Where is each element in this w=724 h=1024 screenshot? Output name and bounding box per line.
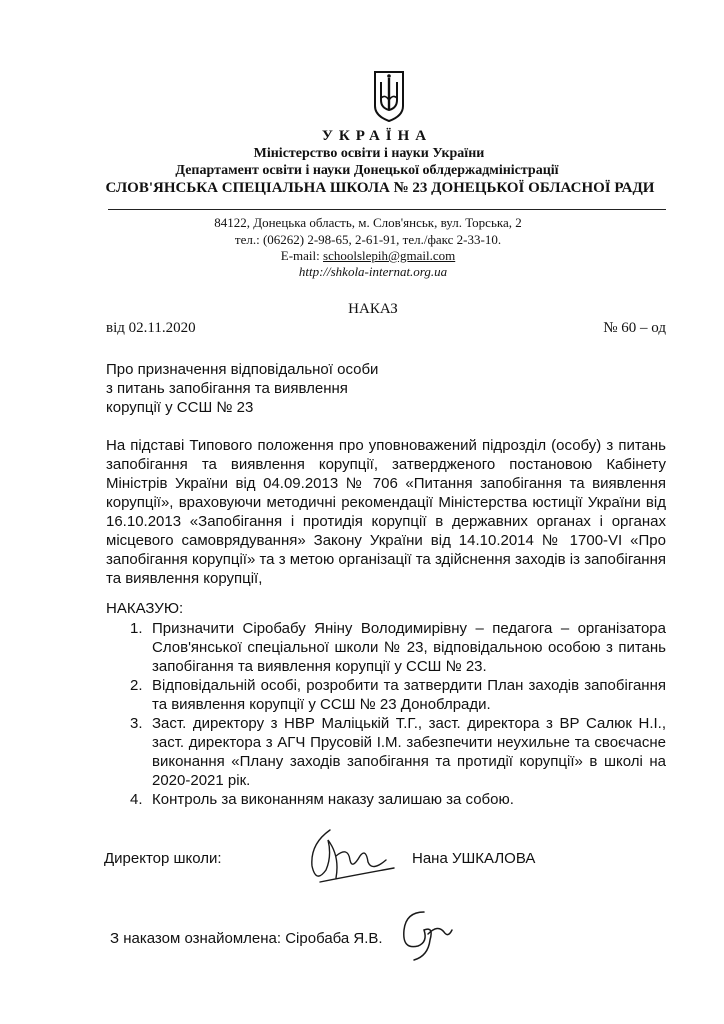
item-number: 4. bbox=[130, 791, 143, 808]
preamble-paragraph: На підставі Типового положення про уповноважений підрозділ (особу) з питань запобігання та виявлення корупції, затвердженого постановою Кабінету Міністрів України від 04.09.2013 № 706 «Питання запобігання та виявлення корупції», враховуючи методичні рекомендації Міністерства юстиції України від 16.10.2013 «Запобігання і протидія корупції в державних органах і органах місцевого самоврядування» Закону України від 14.10.2014 № 1700-VI «Про запобігання корупції» та з метою організації та здійснення заходів із запобігання та виявлення корупції, bbox=[106, 437, 666, 587]
department-name: Департамент освіти і науки Донецької облдержадміністрації bbox=[175, 163, 559, 178]
email-label: E-mail: bbox=[280, 248, 324, 263]
subject-line: Про призначення відповідальної особи bbox=[106, 361, 379, 378]
subject-line: корупції у ССШ № 23 bbox=[106, 399, 254, 416]
phone-numbers: тел.: (06262) 2-98-65, 2-61-91, тел./факс 2-33-10. bbox=[234, 232, 502, 247]
header-divider bbox=[108, 209, 666, 210]
order-directive-word: НАКАЗУЮ: bbox=[106, 600, 184, 617]
email-link[interactable]: schoolslepih@gmail.com bbox=[323, 248, 456, 263]
order-date: від 02.11.2020 bbox=[106, 320, 196, 336]
order-item bbox=[106, 790, 666, 809]
item-text: Контроль за виконанням наказу залишаю за собою. bbox=[152, 791, 514, 808]
trident-emblem-icon bbox=[372, 70, 406, 122]
item-text: Заст. директору з НВР Маліцькій Т.Г., заст. директора з ВР Салюк Н.І., заст. директора з АГЧ Прусовій І.М. забезпечити неухильне та своєчасне виконання «Плану заходів запобігання та протидії корупції» в школі на 2020-2021 рік. bbox=[152, 715, 666, 789]
acknowledgement-signature bbox=[394, 906, 454, 962]
order-title: НАКАЗ bbox=[348, 301, 398, 317]
order-subject bbox=[106, 360, 446, 417]
director-name: Нана УШКАЛОВА bbox=[412, 850, 536, 867]
order-item bbox=[106, 714, 666, 790]
item-number: 3. bbox=[130, 715, 143, 732]
postal-address: 84122, Донецька область, м. Слов'янськ, вул. Торська, 2 bbox=[214, 215, 522, 230]
ministry-name: Міністерство освіти і науки України bbox=[253, 146, 485, 161]
order-number: № 60 – од bbox=[603, 320, 666, 336]
director-signature bbox=[290, 826, 400, 888]
item-text: Відповідальній особі, розробити та затвердити План заходів запобігання та виявлення корупції у ССШ № 23 Доноблради. bbox=[152, 677, 666, 713]
item-number: 1. bbox=[130, 620, 143, 637]
director-role: Директор школи: bbox=[104, 850, 222, 867]
item-number: 2. bbox=[130, 677, 143, 694]
order-item bbox=[106, 619, 666, 676]
acknowledgement-text: З наказом ознайомлена: Сіробаба Я.В. bbox=[110, 930, 383, 947]
order-items-list bbox=[106, 619, 666, 809]
subject-line: з питань запобігання та виявлення bbox=[106, 380, 348, 397]
email-line bbox=[0, 248, 724, 264]
item-text: Призначити Сіробабу Яніну Володимирівну – педагога – організатора Слов'янської спеціальної школи № 23, відповідальною особою з питань запобігання та виявлення корупції у ССШ № 23. bbox=[152, 620, 666, 675]
country-name: УКРАЇНА bbox=[321, 128, 433, 144]
school-name: СЛОВ'ЯНСЬКА СПЕЦІАЛЬНА ШКОЛА № 23 ДОНЕЦЬКОЇ ОБЛАСНОЇ РАДИ bbox=[105, 180, 655, 196]
order-item bbox=[106, 676, 666, 714]
website-link[interactable]: http://shkola-internat.org.ua bbox=[298, 264, 448, 279]
